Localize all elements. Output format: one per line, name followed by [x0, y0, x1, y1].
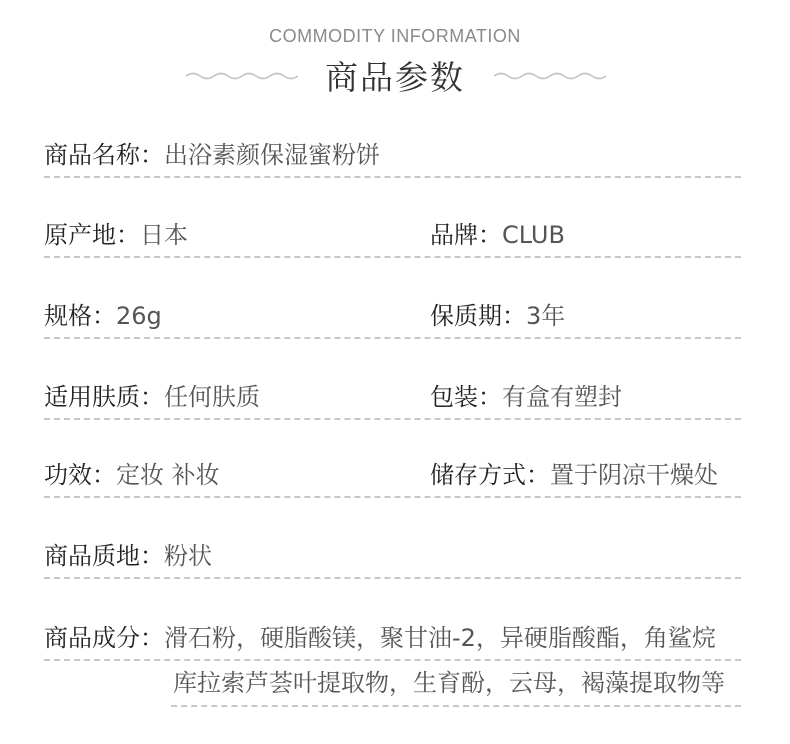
dashed-divider — [44, 337, 741, 339]
param-brand-key: 品牌： — [430, 221, 502, 249]
param-ingredients-key: 商品成分： — [44, 624, 164, 652]
param-ingredients-value-line2: 库拉索芦荟叶提取物，生育酚，云母，褐藻提取物等 — [173, 669, 725, 697]
dashed-divider — [44, 577, 741, 579]
param-skin-type-key: 适用肤质： — [44, 383, 164, 411]
param-texture-key: 商品质地： — [44, 542, 164, 570]
param-ingredients-value-line1: 滑石粉，硬脂酸镁，聚甘油-2，异硬脂酸酯，角鲨烷 — [164, 624, 716, 652]
param-shelf-life-key: 保质期： — [430, 302, 526, 330]
param-texture — [44, 541, 212, 571]
param-spec-value: 26g — [116, 302, 162, 330]
dashed-divider — [44, 496, 741, 498]
param-row-texture — [44, 541, 741, 579]
param-ingredients — [44, 623, 716, 653]
param-packaging — [430, 382, 622, 412]
param-packaging-value: 有盒有塑封 — [502, 383, 622, 411]
wave-decoration-right — [494, 68, 606, 82]
param-texture-value: 粉状 — [164, 542, 212, 570]
param-skin-type-value: 任何肤质 — [164, 383, 260, 411]
param-row-spec-shelf — [44, 301, 741, 339]
param-storage-value: 置于阴凉干燥处 — [550, 461, 718, 489]
dashed-divider — [44, 176, 741, 178]
param-row-ingredients — [44, 623, 741, 661]
dashed-divider — [171, 705, 741, 707]
dashed-divider — [44, 418, 741, 420]
dashed-divider — [44, 659, 741, 661]
header-subtitle-en: COMMODITY INFORMATION — [269, 26, 521, 46]
param-row-effect-storage — [44, 460, 741, 498]
param-name-key: 商品名称： — [44, 141, 164, 169]
param-row-origin-brand — [44, 220, 741, 258]
param-skin-type — [44, 382, 260, 412]
param-name-value: 出浴素颜保湿蜜粉饼 — [164, 141, 380, 169]
param-row-skin-packaging — [44, 382, 741, 420]
param-shelf-life-value: 3年 — [526, 302, 566, 330]
param-spec — [44, 301, 162, 331]
param-origin — [44, 220, 188, 250]
param-effect-value: 定妆 补妆 — [116, 461, 220, 489]
param-brand-value: CLUB — [502, 221, 565, 249]
param-storage-key: 储存方式： — [430, 461, 550, 489]
param-brand — [430, 220, 565, 250]
param-origin-key: 原产地： — [44, 221, 140, 249]
dashed-divider — [44, 256, 741, 258]
param-name — [44, 140, 380, 170]
param-shelf-life — [430, 301, 565, 331]
param-storage — [430, 460, 718, 490]
param-effect — [44, 460, 220, 490]
param-spec-key: 规格： — [44, 302, 116, 330]
param-packaging-key: 包装： — [430, 383, 502, 411]
param-row-name — [44, 140, 741, 178]
header-title: 商品参数 — [325, 58, 465, 97]
param-effect-key: 功效： — [44, 461, 116, 489]
param-origin-value: 日本 — [140, 221, 188, 249]
